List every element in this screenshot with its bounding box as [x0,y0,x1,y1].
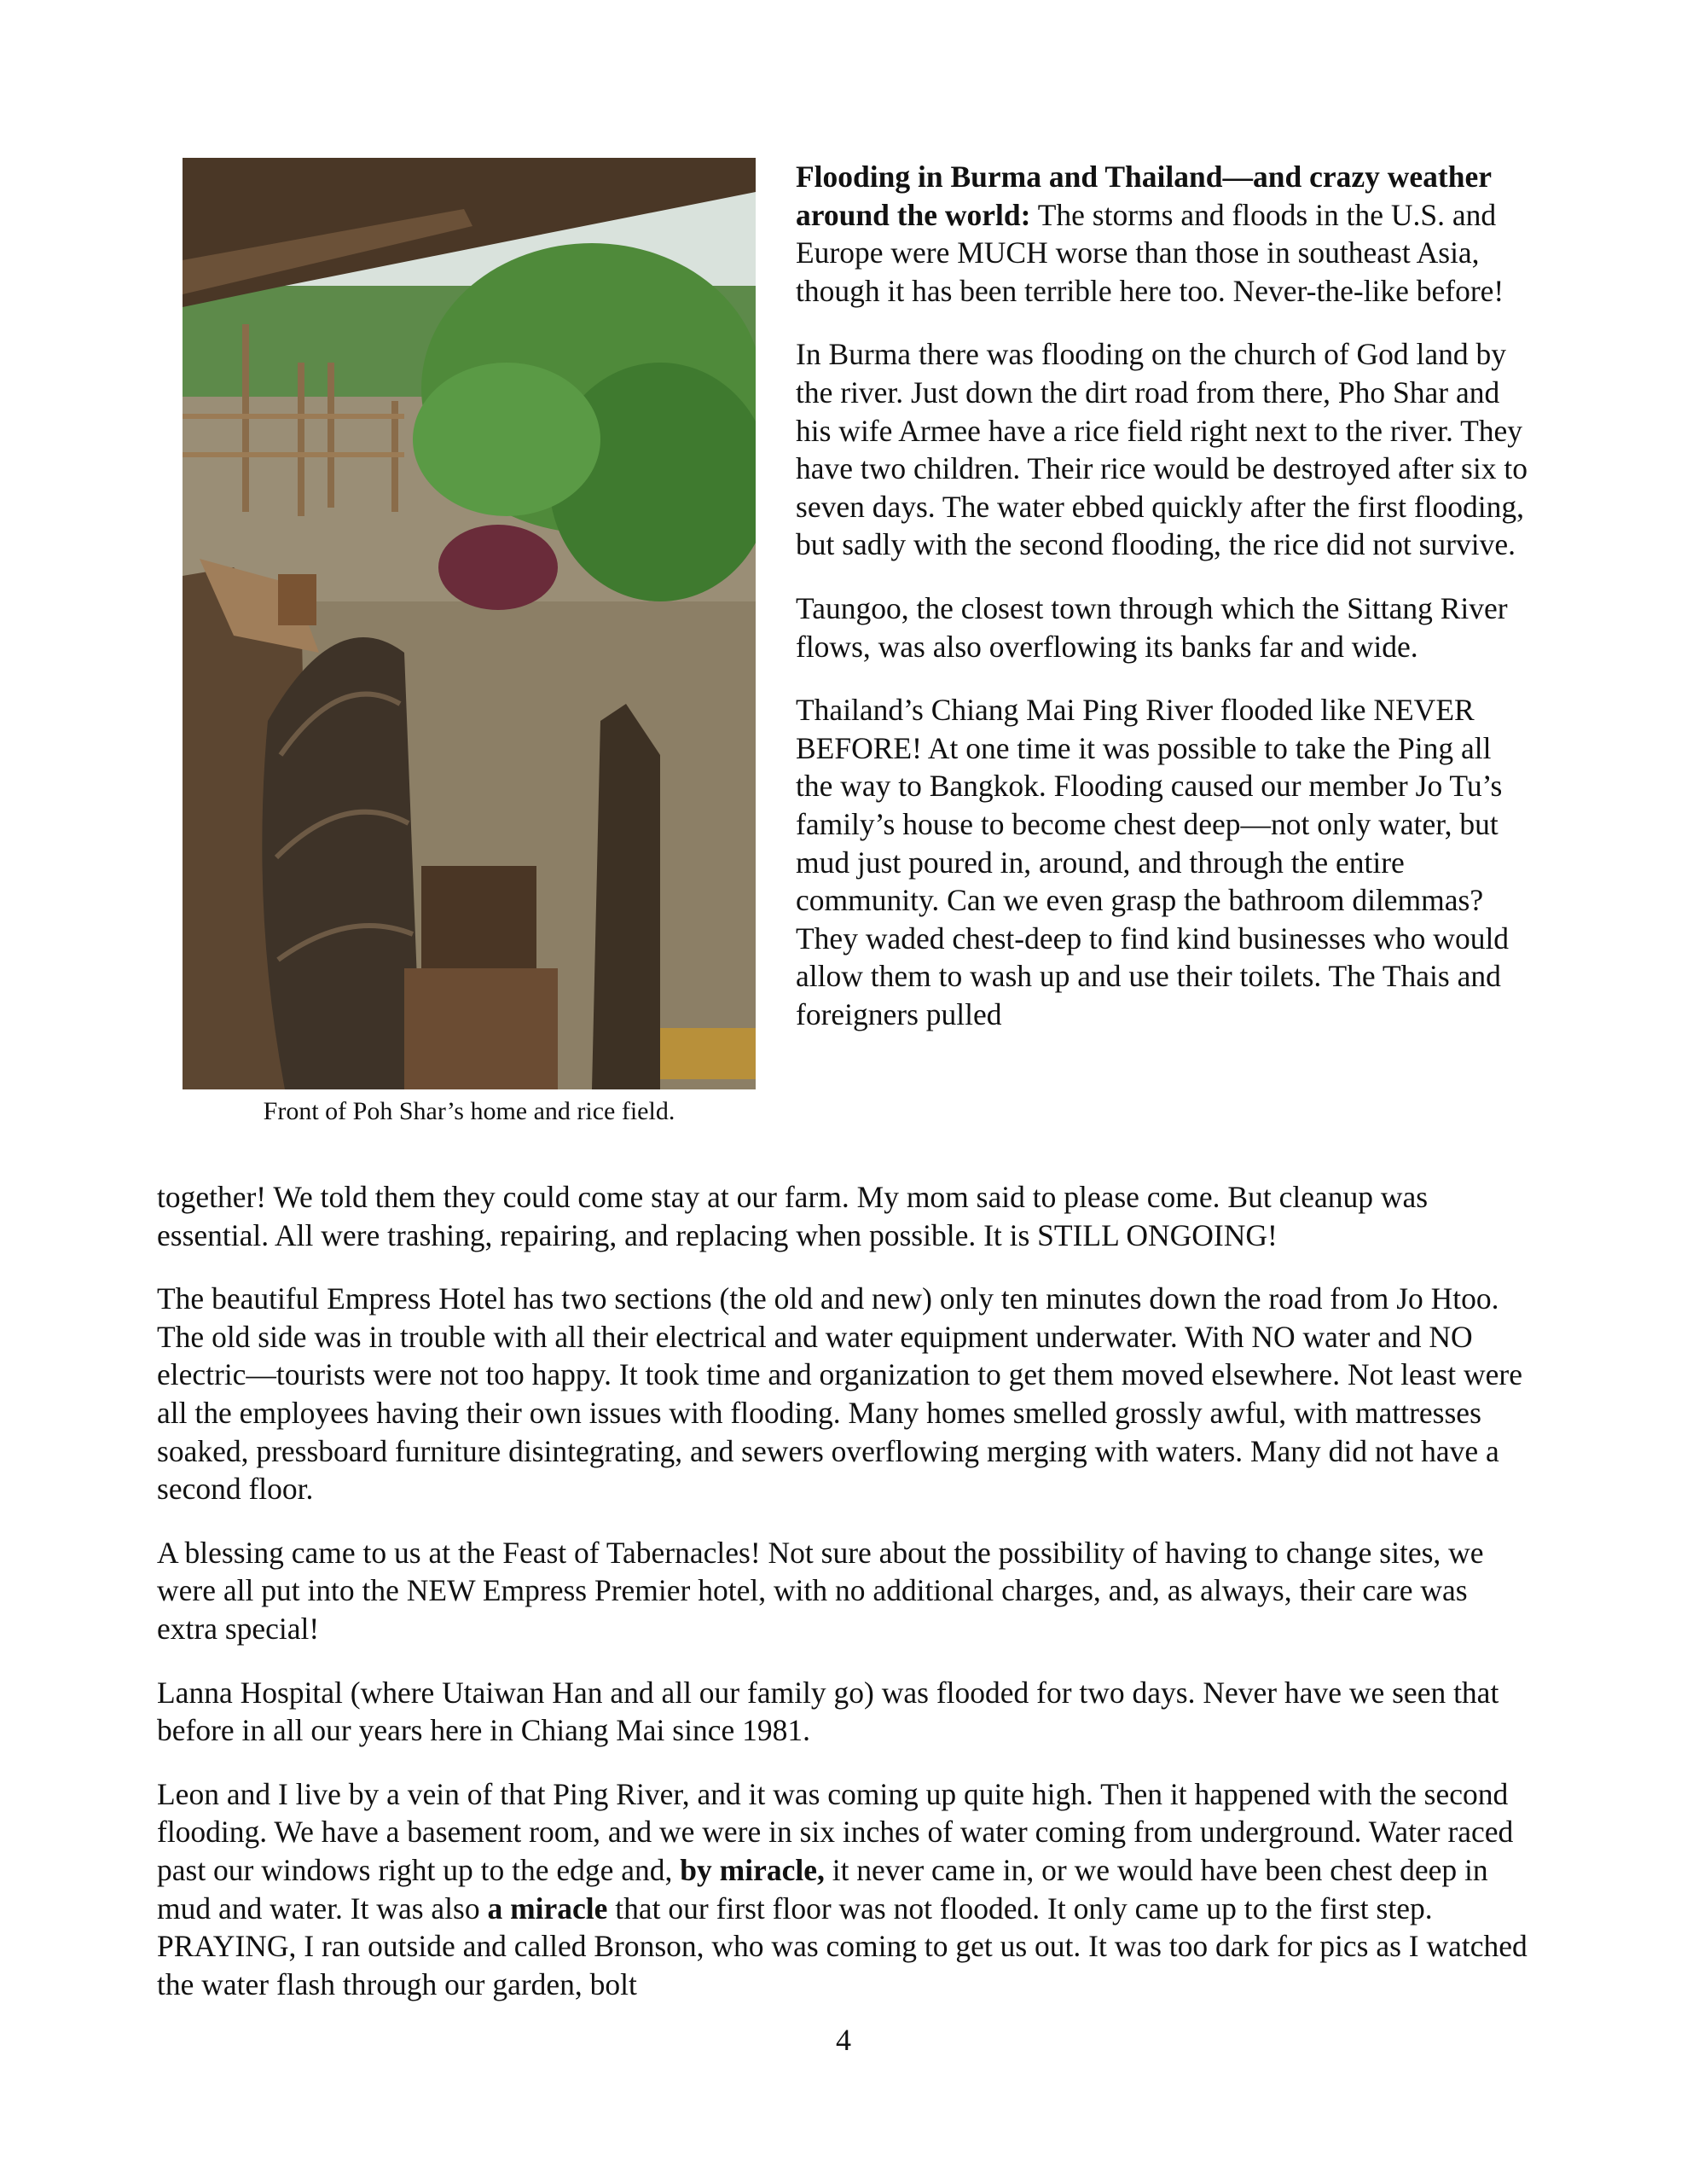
home-flood-text-2: it never came in, or we would have been chest deep in mud and water. It was also [157,1852,1488,1926]
home-flood-text-3: that our first floor was not flooded. It only came up to the first step. PRAYING, I ran outside and called Bronson, who was coming to get us out. It was too dark for pics as I watched the water flash through our garden, bolt [157,1891,1528,2001]
right-column [796,158,1529,1033]
intro-text: The storms and floods in the U.S. and Europe were MUCH worse than those in southeast Asia, though it has been terrible here too. Never-the-like before! [796,197,1504,308]
intro-paragraph [796,158,1529,310]
flood-photo [183,158,756,1089]
chiang-mai-paragraph-continued: together! We told them they could come stay at our farm. My mom said to please come. But cleanup was essential. All were trashing, repairing, and replacing when possible. It is STILL ONGOING! [157,1180,1429,1252]
miracle-emphasis-2: a miracle [487,1891,608,1926]
home-flood-text-1: Leon and I live by a vein of that Ping River, and it was coming up quite high. Then it happened with the second flooding. We have a basement room, and we were in six inches of water coming from underground. Water raced past our windows right up to the edge and, [157,1776,1514,1887]
burma-paragraph: In Burma there was flooding on the church of God land by the river. Just down the dirt road from there, Pho Shar and his wife Armee have a rice field right next to the river. They have two children. Their rice would be destroyed after six to seven days. The water ebbed quickly after the first flooding, but sadly with the second flooding, the rice did not survive. [796,337,1528,562]
empress-hotel-paragraph: The beautiful Empress Hotel has two sections (the old and new) only ten minutes down the road from Jo Htoo. The old side was in trouble with all their electrical and water equipment underwater. With NO water and NO electric—tourists were not too happy. It took time and organization to get them moved elsewhere. Not least were all the employees having their own issues with flooding. Many homes smelled grossly awful, with mattresses soaked, pressboard furniture disintegrating, and sewers overflowing merging with waters. Many did not have a second floor. [157,1281,1522,1507]
flood-photo-illustration [183,158,756,1089]
miracle-emphasis-1: by miracle, [680,1852,825,1887]
feast-paragraph: A blessing came to us at the Feast of Tabernacles! Not sure about the possibility of having to change sites, we were all put into the NEW Empress Premier hotel, with no additional charges, and, as always, their care was extra special! [157,1535,1484,1646]
taungoo-paragraph: Taungoo, the closest town through which the Sittang River flows, was also overflowing its banks far and wide. [796,590,1508,664]
home-flood-paragraph [157,1775,1530,2004]
lanna-hospital-paragraph: Lanna Hospital (where Utaiwan Han and all our family go) was flooded for two days. Never have we seen that before in all our years here in Chiang Mai since 1981. [157,1675,1499,1748]
full-width-text [157,1178,1530,2029]
photo-caption: Front of Poh Shar’s home and rice field. [263,1097,675,1125]
section-heading: Flooding in Burma and Thailand—and crazy weather around the world: [796,160,1492,232]
chiang-mai-paragraph: Thailand’s Chiang Mai Ping River flooded like NEVER BEFORE! At one time it was possible to take the Ping all the way to Bangkok. Flooding caused our member Jo Tu’s family’s house to become chest deep—not only water, but mud just poured in, around, and through the entire community. Can we even grasp the bathroom dilemmas? They waded chest-deep to find kind businesses who would allow them to wash up and use their toilets. The Thais and foreigners pulled [796,693,1510,1031]
page-number: 4 [836,2023,851,2057]
